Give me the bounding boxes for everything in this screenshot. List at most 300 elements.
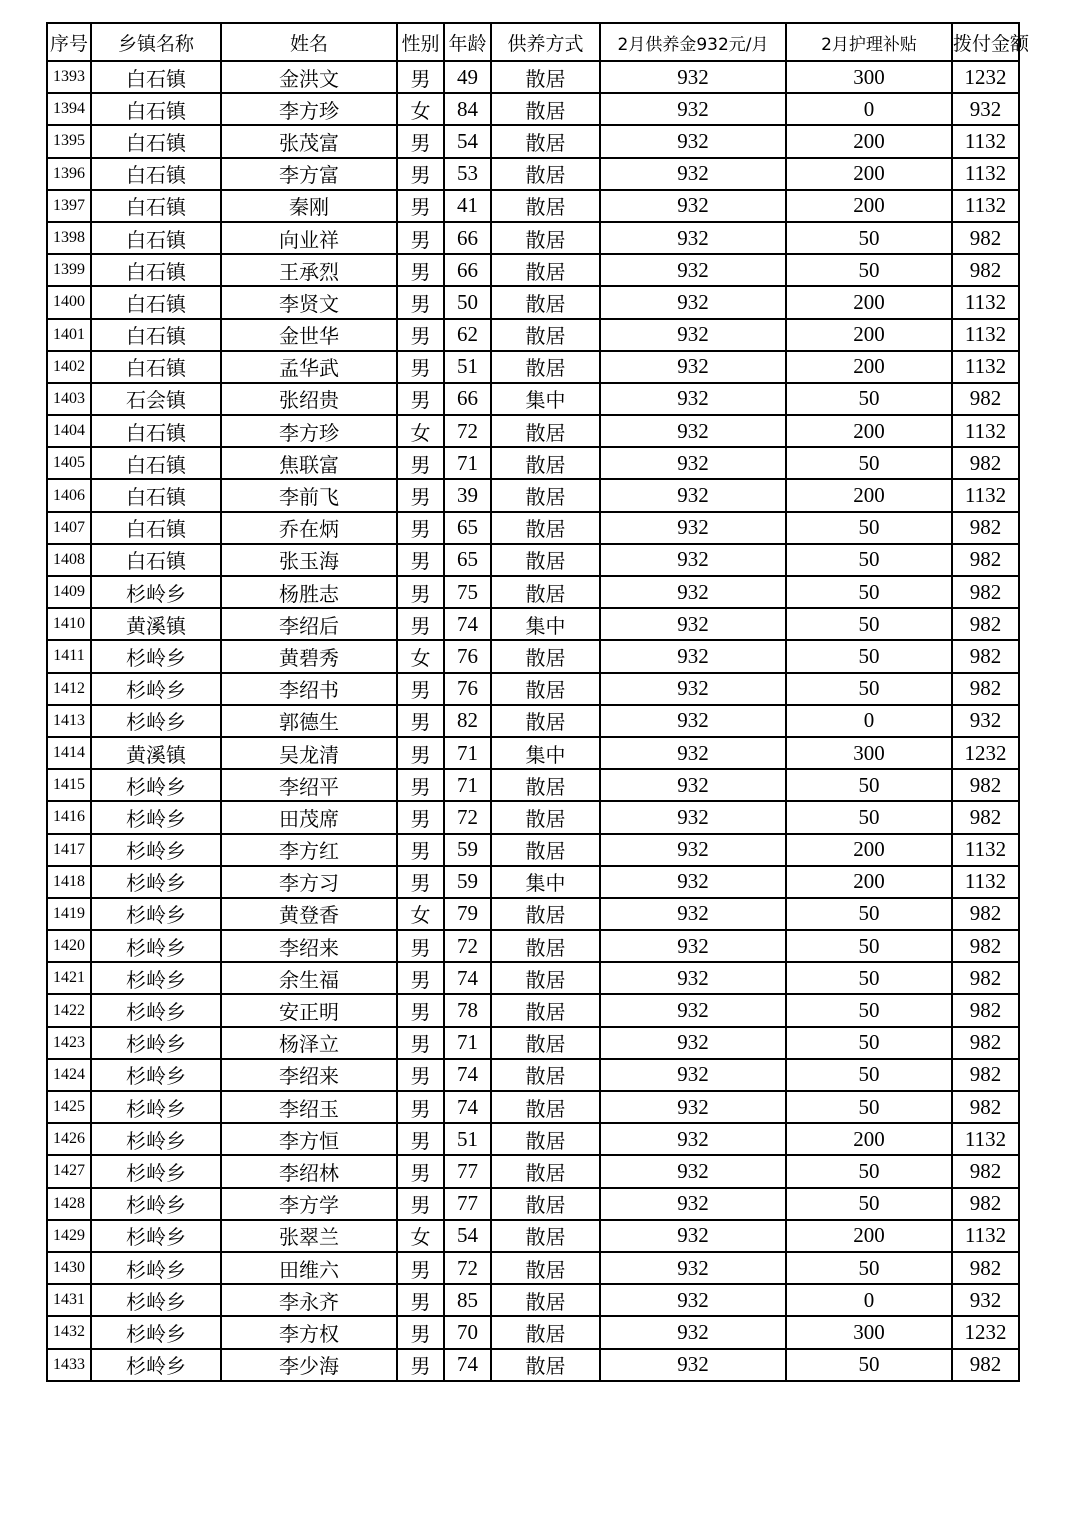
name-cell: 李方习 [221, 866, 397, 898]
table-row [47, 286, 1019, 318]
support-mode-cell: 散居 [491, 351, 600, 383]
support-fund-cell: 932 [600, 801, 786, 833]
header-township: 乡镇名称 [91, 23, 221, 61]
payment-amount-cell: 982 [952, 1252, 1019, 1284]
serial-number-cell: 1418 [47, 866, 91, 898]
support-mode-cell: 散居 [491, 673, 600, 705]
name-cell: 李绍来 [221, 930, 397, 962]
support-mode-cell: 散居 [491, 125, 600, 157]
table-row [47, 1188, 1019, 1220]
township-cell: 杉岭乡 [91, 801, 221, 833]
gender-cell: 男 [397, 158, 444, 190]
support-fund-cell: 932 [600, 737, 786, 769]
age-cell: 76 [444, 673, 491, 705]
payment-amount-cell: 1232 [952, 61, 1019, 93]
age-cell: 72 [444, 415, 491, 447]
care-subsidy-cell: 200 [786, 319, 952, 351]
care-subsidy-cell: 200 [786, 866, 952, 898]
serial-number-cell: 1404 [47, 415, 91, 447]
payment-amount-cell: 982 [952, 383, 1019, 415]
support-mode-cell: 散居 [491, 286, 600, 318]
support-mode-cell: 集中 [491, 737, 600, 769]
age-cell: 74 [444, 962, 491, 994]
serial-number-cell: 1407 [47, 512, 91, 544]
table-row [47, 608, 1019, 640]
care-subsidy-cell: 200 [786, 479, 952, 511]
township-cell: 白石镇 [91, 479, 221, 511]
age-cell: 62 [444, 319, 491, 351]
data-table [46, 22, 1030, 1382]
payment-amount-cell: 1132 [952, 286, 1019, 318]
age-cell: 51 [444, 351, 491, 383]
care-subsidy-cell: 50 [786, 1188, 952, 1220]
support-mode-cell: 散居 [491, 1027, 600, 1059]
township-cell: 杉岭乡 [91, 1188, 221, 1220]
age-cell: 74 [444, 1059, 491, 1091]
support-mode-cell: 集中 [491, 866, 600, 898]
name-cell: 李绍后 [221, 608, 397, 640]
table-row [47, 1059, 1019, 1091]
age-cell: 66 [444, 254, 491, 286]
payment-amount-cell: 982 [952, 512, 1019, 544]
care-subsidy-cell: 0 [786, 1284, 952, 1316]
gender-cell: 男 [397, 608, 444, 640]
name-cell: 张翠兰 [221, 1220, 397, 1252]
township-cell: 杉岭乡 [91, 576, 221, 608]
township-cell: 白石镇 [91, 286, 221, 318]
support-fund-cell: 932 [600, 640, 786, 672]
payment-amount-cell: 982 [952, 608, 1019, 640]
age-cell: 53 [444, 158, 491, 190]
gender-cell: 男 [397, 1155, 444, 1187]
serial-number-cell: 1414 [47, 737, 91, 769]
serial-number-cell: 1409 [47, 576, 91, 608]
township-cell: 杉岭乡 [91, 1284, 221, 1316]
support-mode-cell: 散居 [491, 319, 600, 351]
support-mode-cell: 散居 [491, 834, 600, 866]
township-cell: 白石镇 [91, 254, 221, 286]
support-mode-cell: 集中 [491, 608, 600, 640]
gender-cell: 男 [397, 576, 444, 608]
table-row [47, 222, 1019, 254]
payment-amount-cell: 1132 [952, 479, 1019, 511]
name-cell: 焦联富 [221, 447, 397, 479]
care-subsidy-cell: 50 [786, 898, 952, 930]
serial-number-cell: 1397 [47, 190, 91, 222]
name-cell: 张玉海 [221, 544, 397, 576]
township-cell: 杉岭乡 [91, 1349, 221, 1381]
gender-cell: 男 [397, 254, 444, 286]
serial-number-cell: 1417 [47, 834, 91, 866]
gender-cell: 男 [397, 994, 444, 1026]
serial-number-cell: 1426 [47, 1123, 91, 1155]
name-cell: 郭德生 [221, 705, 397, 737]
township-cell: 白石镇 [91, 222, 221, 254]
table-row [47, 383, 1019, 415]
care-subsidy-cell: 50 [786, 254, 952, 286]
support-fund-cell: 932 [600, 705, 786, 737]
township-cell: 白石镇 [91, 61, 221, 93]
gender-cell: 男 [397, 319, 444, 351]
payment-amount-cell: 1132 [952, 158, 1019, 190]
gender-cell: 女 [397, 1220, 444, 1252]
payment-amount-cell: 982 [952, 544, 1019, 576]
support-mode-cell: 散居 [491, 415, 600, 447]
township-cell: 杉岭乡 [91, 994, 221, 1026]
gender-cell: 男 [397, 1027, 444, 1059]
care-subsidy-cell: 200 [786, 351, 952, 383]
serial-number-cell: 1415 [47, 769, 91, 801]
table-row [47, 576, 1019, 608]
serial-number-cell: 1400 [47, 286, 91, 318]
gender-cell: 女 [397, 93, 444, 125]
age-cell: 66 [444, 222, 491, 254]
table-row [47, 512, 1019, 544]
support-mode-cell: 散居 [491, 1155, 600, 1187]
name-cell: 田茂席 [221, 801, 397, 833]
support-mode-cell: 散居 [491, 1188, 600, 1220]
support-fund-cell: 932 [600, 834, 786, 866]
payment-amount-cell: 982 [952, 994, 1019, 1026]
care-subsidy-cell: 200 [786, 286, 952, 318]
payment-amount-cell: 982 [952, 673, 1019, 705]
name-cell: 李绍来 [221, 1059, 397, 1091]
payment-amount-cell: 932 [952, 705, 1019, 737]
care-subsidy-cell: 200 [786, 415, 952, 447]
township-cell: 杉岭乡 [91, 1220, 221, 1252]
gender-cell: 男 [397, 1284, 444, 1316]
care-subsidy-cell: 300 [786, 1316, 952, 1348]
name-cell: 李永齐 [221, 1284, 397, 1316]
table-row [47, 544, 1019, 576]
serial-number-cell: 1419 [47, 898, 91, 930]
payment-amount-cell: 982 [952, 930, 1019, 962]
table-row [47, 479, 1019, 511]
name-cell: 李方学 [221, 1188, 397, 1220]
township-cell: 白石镇 [91, 447, 221, 479]
name-cell: 李方红 [221, 834, 397, 866]
support-mode-cell: 散居 [491, 576, 600, 608]
serial-number-cell: 1394 [47, 93, 91, 125]
support-fund-cell: 932 [600, 61, 786, 93]
support-mode-cell: 散居 [491, 1123, 600, 1155]
care-subsidy-cell: 50 [786, 801, 952, 833]
table-row [47, 158, 1019, 190]
age-cell: 51 [444, 1123, 491, 1155]
payment-amount-cell: 1132 [952, 125, 1019, 157]
age-cell: 84 [444, 93, 491, 125]
name-cell: 李方珍 [221, 415, 397, 447]
support-fund-cell: 932 [600, 994, 786, 1026]
support-fund-cell: 932 [600, 673, 786, 705]
age-cell: 70 [444, 1316, 491, 1348]
name-cell: 李绍林 [221, 1155, 397, 1187]
township-cell: 白石镇 [91, 93, 221, 125]
name-cell: 黄登香 [221, 898, 397, 930]
support-mode-cell: 散居 [491, 898, 600, 930]
gender-cell: 男 [397, 1091, 444, 1123]
serial-number-cell: 1428 [47, 1188, 91, 1220]
header-support-mode: 供养方式 [491, 23, 600, 61]
township-cell: 杉岭乡 [91, 1155, 221, 1187]
payment-amount-cell: 982 [952, 801, 1019, 833]
payment-amount-cell: 982 [952, 898, 1019, 930]
serial-number-cell: 1411 [47, 640, 91, 672]
gender-cell: 男 [397, 769, 444, 801]
support-mode-cell: 散居 [491, 479, 600, 511]
name-cell: 乔在炳 [221, 512, 397, 544]
gender-cell: 男 [397, 866, 444, 898]
support-fund-cell: 932 [600, 190, 786, 222]
table-row [47, 866, 1019, 898]
payment-amount-cell: 1132 [952, 1123, 1019, 1155]
age-cell: 72 [444, 1252, 491, 1284]
support-mode-cell: 散居 [491, 1252, 600, 1284]
payment-amount-cell: 1232 [952, 737, 1019, 769]
table-row [47, 1123, 1019, 1155]
township-cell: 杉岭乡 [91, 673, 221, 705]
gender-cell: 男 [397, 737, 444, 769]
payment-amount-cell: 932 [952, 93, 1019, 125]
serial-number-cell: 1410 [47, 608, 91, 640]
age-cell: 66 [444, 383, 491, 415]
care-subsidy-cell: 50 [786, 383, 952, 415]
age-cell: 71 [444, 447, 491, 479]
payment-amount-cell: 1132 [952, 834, 1019, 866]
payment-amount-cell: 982 [952, 1059, 1019, 1091]
support-fund-cell: 932 [600, 1059, 786, 1091]
age-cell: 41 [444, 190, 491, 222]
age-cell: 76 [444, 640, 491, 672]
support-fund-cell: 932 [600, 1349, 786, 1381]
table-row [47, 930, 1019, 962]
gender-cell: 男 [397, 1123, 444, 1155]
support-fund-cell: 932 [600, 447, 786, 479]
township-cell: 杉岭乡 [91, 930, 221, 962]
gender-cell: 男 [397, 673, 444, 705]
header-serial-number: 序号 [47, 23, 91, 61]
support-fund-cell: 932 [600, 1155, 786, 1187]
township-cell: 杉岭乡 [91, 640, 221, 672]
township-cell: 白石镇 [91, 190, 221, 222]
support-mode-cell: 散居 [491, 158, 600, 190]
support-fund-cell: 932 [600, 286, 786, 318]
care-subsidy-cell: 200 [786, 158, 952, 190]
support-mode-cell: 集中 [491, 383, 600, 415]
gender-cell: 男 [397, 61, 444, 93]
header-row [47, 23, 1019, 61]
age-cell: 85 [444, 1284, 491, 1316]
support-mode-cell: 散居 [491, 61, 600, 93]
support-mode-cell: 散居 [491, 705, 600, 737]
name-cell: 李少海 [221, 1349, 397, 1381]
gender-cell: 男 [397, 1059, 444, 1091]
serial-number-cell: 1422 [47, 994, 91, 1026]
township-cell: 杉岭乡 [91, 705, 221, 737]
table-row [47, 1027, 1019, 1059]
care-subsidy-cell: 200 [786, 1123, 952, 1155]
support-mode-cell: 散居 [491, 1059, 600, 1091]
table-row [47, 447, 1019, 479]
support-fund-cell: 932 [600, 383, 786, 415]
support-mode-cell: 散居 [491, 1316, 600, 1348]
support-mode-cell: 散居 [491, 930, 600, 962]
age-cell: 77 [444, 1155, 491, 1187]
support-fund-cell: 932 [600, 1220, 786, 1252]
name-cell: 杨泽立 [221, 1027, 397, 1059]
serial-number-cell: 1406 [47, 479, 91, 511]
gender-cell: 男 [397, 1316, 444, 1348]
support-fund-cell: 932 [600, 576, 786, 608]
gender-cell: 男 [397, 125, 444, 157]
name-cell: 吴龙清 [221, 737, 397, 769]
age-cell: 74 [444, 1349, 491, 1381]
care-subsidy-cell: 50 [786, 512, 952, 544]
support-mode-cell: 散居 [491, 1284, 600, 1316]
name-cell: 张绍贵 [221, 383, 397, 415]
table-row [47, 351, 1019, 383]
care-subsidy-cell: 50 [786, 994, 952, 1026]
name-cell: 向业祥 [221, 222, 397, 254]
serial-number-cell: 1398 [47, 222, 91, 254]
payment-amount-cell: 982 [952, 222, 1019, 254]
support-mode-cell: 散居 [491, 1220, 600, 1252]
serial-number-cell: 1402 [47, 351, 91, 383]
serial-number-cell: 1433 [47, 1349, 91, 1381]
age-cell: 65 [444, 512, 491, 544]
table-body [47, 61, 1019, 1381]
table-row [47, 705, 1019, 737]
payment-amount-cell: 1132 [952, 319, 1019, 351]
age-cell: 77 [444, 1188, 491, 1220]
name-cell: 李方恒 [221, 1123, 397, 1155]
support-mode-cell: 散居 [491, 447, 600, 479]
care-subsidy-cell: 300 [786, 737, 952, 769]
serial-number-cell: 1393 [47, 61, 91, 93]
support-fund-cell: 932 [600, 479, 786, 511]
support-fund-cell: 932 [600, 930, 786, 962]
gender-cell: 女 [397, 415, 444, 447]
table-row [47, 737, 1019, 769]
age-cell: 71 [444, 769, 491, 801]
care-subsidy-cell: 300 [786, 61, 952, 93]
serial-number-cell: 1399 [47, 254, 91, 286]
care-subsidy-cell: 0 [786, 93, 952, 125]
support-mode-cell: 散居 [491, 801, 600, 833]
payment-amount-cell: 982 [952, 576, 1019, 608]
age-cell: 54 [444, 125, 491, 157]
name-cell: 李绍书 [221, 673, 397, 705]
care-subsidy-cell: 50 [786, 1059, 952, 1091]
care-subsidy-cell: 50 [786, 576, 952, 608]
care-subsidy-cell: 50 [786, 222, 952, 254]
age-cell: 49 [444, 61, 491, 93]
header-care-subsidy: 2月护理补贴 [786, 23, 952, 61]
township-cell: 白石镇 [91, 351, 221, 383]
table-row [47, 801, 1019, 833]
age-cell: 74 [444, 608, 491, 640]
payment-amount-cell: 982 [952, 769, 1019, 801]
table-row [47, 61, 1019, 93]
header-gender: 性别 [397, 23, 444, 61]
serial-number-cell: 1420 [47, 930, 91, 962]
support-mode-cell: 散居 [491, 994, 600, 1026]
serial-number-cell: 1395 [47, 125, 91, 157]
support-fund-cell: 932 [600, 158, 786, 190]
age-cell: 39 [444, 479, 491, 511]
age-cell: 71 [444, 737, 491, 769]
age-cell: 59 [444, 834, 491, 866]
township-cell: 杉岭乡 [91, 1091, 221, 1123]
serial-number-cell: 1429 [47, 1220, 91, 1252]
care-subsidy-cell: 50 [786, 1091, 952, 1123]
header-support-fund: 2月供养金932元/月 [600, 23, 786, 61]
name-cell: 金世华 [221, 319, 397, 351]
support-fund-cell: 932 [600, 769, 786, 801]
header-payment-amount: 拨付金额 [952, 23, 1019, 61]
name-cell: 张茂富 [221, 125, 397, 157]
support-fund-cell: 932 [600, 1252, 786, 1284]
township-cell: 白石镇 [91, 512, 221, 544]
table-row [47, 1284, 1019, 1316]
care-subsidy-cell: 200 [786, 1220, 952, 1252]
serial-number-cell: 1427 [47, 1155, 91, 1187]
support-fund-cell: 932 [600, 254, 786, 286]
payment-amount-cell: 1132 [952, 351, 1019, 383]
township-cell: 黄溪镇 [91, 737, 221, 769]
payment-amount-cell: 1232 [952, 1316, 1019, 1348]
name-cell: 田维六 [221, 1252, 397, 1284]
township-cell: 白石镇 [91, 415, 221, 447]
township-cell: 杉岭乡 [91, 962, 221, 994]
age-cell: 82 [444, 705, 491, 737]
serial-number-cell: 1423 [47, 1027, 91, 1059]
support-fund-cell: 932 [600, 1316, 786, 1348]
township-cell: 白石镇 [91, 544, 221, 576]
serial-number-cell: 1405 [47, 447, 91, 479]
township-cell: 石会镇 [91, 383, 221, 415]
payment-amount-cell: 982 [952, 1091, 1019, 1123]
table-row [47, 640, 1019, 672]
table-row [47, 1316, 1019, 1348]
name-cell: 秦刚 [221, 190, 397, 222]
age-cell: 65 [444, 544, 491, 576]
gender-cell: 男 [397, 190, 444, 222]
payment-amount-cell: 982 [952, 1155, 1019, 1187]
gender-cell: 男 [397, 544, 444, 576]
payment-amount-cell: 1132 [952, 190, 1019, 222]
age-cell: 78 [444, 994, 491, 1026]
table-row [47, 190, 1019, 222]
support-fund-cell: 932 [600, 93, 786, 125]
support-fund-cell: 932 [600, 898, 786, 930]
payment-amount-cell: 1132 [952, 866, 1019, 898]
age-cell: 79 [444, 898, 491, 930]
care-subsidy-cell: 50 [786, 962, 952, 994]
support-fund-cell: 932 [600, 1027, 786, 1059]
name-cell: 黄碧秀 [221, 640, 397, 672]
serial-number-cell: 1403 [47, 383, 91, 415]
township-cell: 杉岭乡 [91, 1316, 221, 1348]
support-fund-cell: 932 [600, 415, 786, 447]
support-mode-cell: 散居 [491, 254, 600, 286]
gender-cell: 男 [397, 286, 444, 318]
table-row [47, 93, 1019, 125]
township-cell: 杉岭乡 [91, 834, 221, 866]
care-subsidy-cell: 200 [786, 190, 952, 222]
support-mode-cell: 散居 [491, 93, 600, 125]
serial-number-cell: 1424 [47, 1059, 91, 1091]
